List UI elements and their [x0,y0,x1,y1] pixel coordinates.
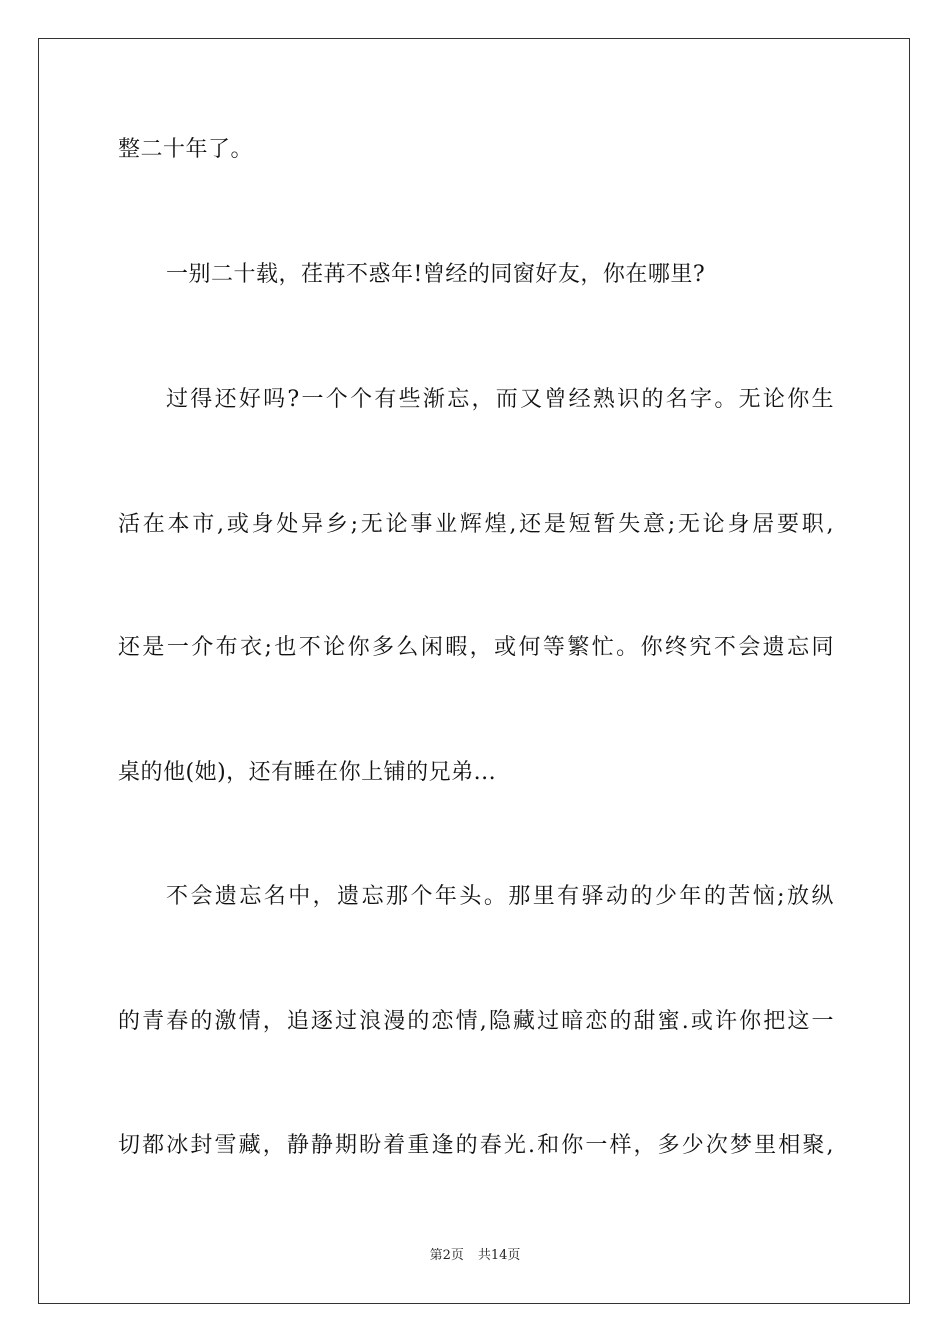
paragraph-line-5: 还是一介布衣;也不论你多么闲暇，或何等繁忙。你终究不会遗忘同 [118,635,834,660]
paragraph-line-1: 整二十年了。 [118,137,254,162]
paragraph-line-9: 切都冰封雪藏，静静期盼着重逢的春光.和你一样，多少次梦里相聚, [118,1133,834,1158]
paragraph-line-6: 桌的他(她)，还有睡在你上铺的兄弟... [118,760,497,785]
paragraph-line-7: 不会遗忘名中，遗忘那个年头。那里有驿动的少年的苦恼;放纵 [166,884,834,909]
page-number: 第2页 [429,1248,464,1263]
paragraph-line-8: 的青春的激情，追逐过浪漫的恋情,隐藏过暗恋的甜蜜.或许你把这一 [118,1009,834,1034]
total-pages: 共14页 [477,1248,521,1263]
paragraph-line-4: 活在本市,或身处异乡;无论事业辉煌,还是短暂失意;无论身居要职, [118,512,834,537]
page-border [38,38,910,1304]
paragraph-line-3: 过得还好吗?一个个有些渐忘，而又曾经熟识的名字。无论你生 [166,387,834,412]
page-footer [0,1247,950,1265]
paragraph-line-2: 一别二十载，荏苒不惑年!曾经的同窗好友，你在哪里? [166,262,706,287]
